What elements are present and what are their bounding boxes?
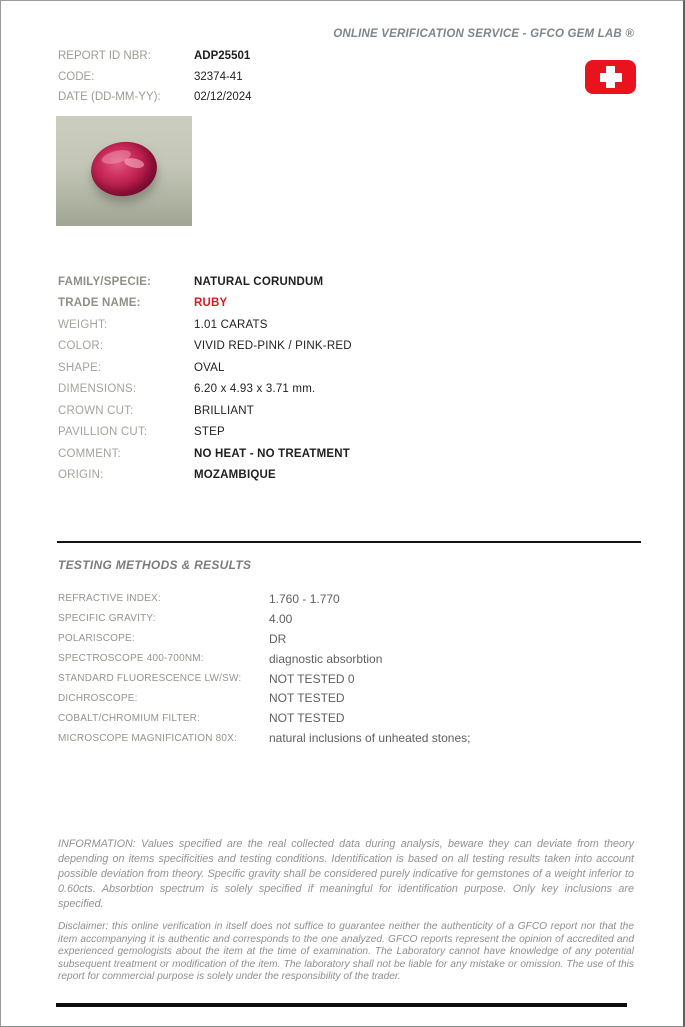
testing-label: SPECIFIC GRAVITY: <box>58 613 156 625</box>
testing-value: DR <box>269 631 287 646</box>
identity-label: SHAPE: <box>58 361 102 374</box>
identity-value: RUBY <box>194 297 228 310</box>
identity-value: 1.01 CARATS <box>194 318 268 331</box>
testing-label: STANDARD FLUORESCENCE LW/SW: <box>58 673 242 684</box>
identity-label: WEIGHT: <box>58 318 108 331</box>
identity-value: STEP <box>194 426 225 439</box>
report-id-value: ADP25501 <box>194 50 251 63</box>
code-row <box>58 67 252 88</box>
testing-row-refractive-index <box>58 589 470 609</box>
date-row <box>58 87 252 108</box>
testing-table <box>58 589 470 748</box>
identity-value: MOZAMBIQUE <box>194 469 276 482</box>
testing-value: NOT TESTED 0 <box>269 671 355 686</box>
testing-row-spectroscope <box>58 649 470 669</box>
testing-value: NOT TESTED <box>269 691 345 706</box>
identity-value: 6.20 x 4.93 x 3.71 mm. <box>194 383 316 396</box>
identity-label: FAMILY/SPECIE: <box>58 275 152 288</box>
date-value: 02/12/2024 <box>194 91 252 104</box>
identity-value: VIVID RED-PINK / PINK-RED <box>194 340 352 353</box>
testing-row-polariscope <box>58 629 470 649</box>
identity-row-crown-cut <box>58 400 352 422</box>
testing-label: REFRACTIVE INDEX: <box>58 593 161 605</box>
testing-row-microscope <box>58 728 470 748</box>
identity-row-comment <box>58 443 352 465</box>
identity-label: DIMENSIONS: <box>58 383 137 396</box>
testing-value: 4.00 <box>269 611 293 626</box>
report-id-row <box>58 46 252 67</box>
identity-row-shape <box>58 357 352 379</box>
identity-row-dimensions <box>58 379 352 401</box>
identity-row-origin <box>58 465 352 487</box>
report-header-fields <box>58 46 252 108</box>
identity-value: NATURAL CORUNDUM <box>194 275 324 288</box>
identity-label: ORIGIN: <box>58 469 104 482</box>
identity-row-weight <box>58 314 352 336</box>
testing-label: POLARISCOPE: <box>58 633 135 645</box>
identity-row-pavillion-cut <box>58 422 352 444</box>
information-paragraph: INFORMATION: Values specified are the real collected data during analysis, beware they can deviate from theory depending on items specificities and testing conditions. Identification is based on all testing results taken into account possible deviation from theory. Specific gravity shall be considered purely indicative for gemstones of a weight inferior to 0.60cts. Absorbtion spectrum is solely specified if meaningful for identification purpose. Only key inclusions are specified. <box>58 838 634 910</box>
identity-label: CROWN CUT: <box>58 404 134 417</box>
code-label: CODE: <box>58 70 95 83</box>
disclaimer-paragraph: Disclaimer: this online verification in itself does not suffice to guarantee neither the authenticity of a GFCO report nor that the item accompanying it is authentic and corresponds to the one analyzed. GFCO reports represent the opinion of accredited and experienced gemologists about the item at the time of examination. The Laboratory cannot have knowledge of any potential subsequent treatment or modification of the item. The laboratory shall not be liable for any mistake or omission. The use of this report for commercial purpose is solely under the responsibility of the trader. <box>58 921 634 982</box>
identity-table <box>58 271 352 486</box>
testing-value: NOT TESTED <box>269 711 345 726</box>
ruby-gemstone-image <box>88 138 161 201</box>
code-value: 32374-41 <box>194 70 243 83</box>
testing-row-cobalt-filter <box>58 708 470 728</box>
section-divider-line <box>57 541 641 543</box>
bottom-rule-line <box>56 1003 627 1007</box>
identity-value: OVAL <box>194 361 225 374</box>
identity-row-trade-name <box>58 293 352 315</box>
identity-label: PAVILLION CUT: <box>58 426 148 439</box>
report-id-label: REPORT ID NBR: <box>58 50 151 63</box>
brand-title: ONLINE VERIFICATION SERVICE - GFCO GEM LAB ® <box>333 28 634 40</box>
identity-row-family <box>58 271 352 293</box>
testing-value: natural inclusions of unheated stones; <box>269 731 471 746</box>
testing-value: 1.760 - 1.770 <box>269 591 340 606</box>
gemstone-photo <box>56 116 192 226</box>
identity-row-color <box>58 336 352 358</box>
identity-value: BRILLIANT <box>194 404 254 417</box>
testing-row-specific-gravity <box>58 609 470 629</box>
identity-label: COLOR: <box>58 340 104 353</box>
identity-label: TRADE NAME: <box>58 297 141 310</box>
testing-label: MICROSCOPE MAGNIFICATION 80X: <box>58 732 237 744</box>
testing-row-fluorescence <box>58 669 470 689</box>
identity-label: COMMENT: <box>58 447 121 460</box>
testing-row-dichroscope <box>58 688 470 708</box>
swiss-flag-icon <box>585 60 636 94</box>
testing-label: SPECTROSCOPE 400-700NM: <box>58 653 204 665</box>
testing-value: diagnostic absorbtion <box>269 651 383 666</box>
identity-value: NO HEAT - NO TREATMENT <box>194 447 351 460</box>
testing-section-heading: TESTING METHODS & RESULTS <box>58 558 252 572</box>
date-label: DATE (DD-MM-YY): <box>58 91 161 104</box>
testing-label: DICHROSCOPE: <box>58 692 138 704</box>
testing-label: COBALT/CHROMIUM FILTER: <box>58 712 201 724</box>
